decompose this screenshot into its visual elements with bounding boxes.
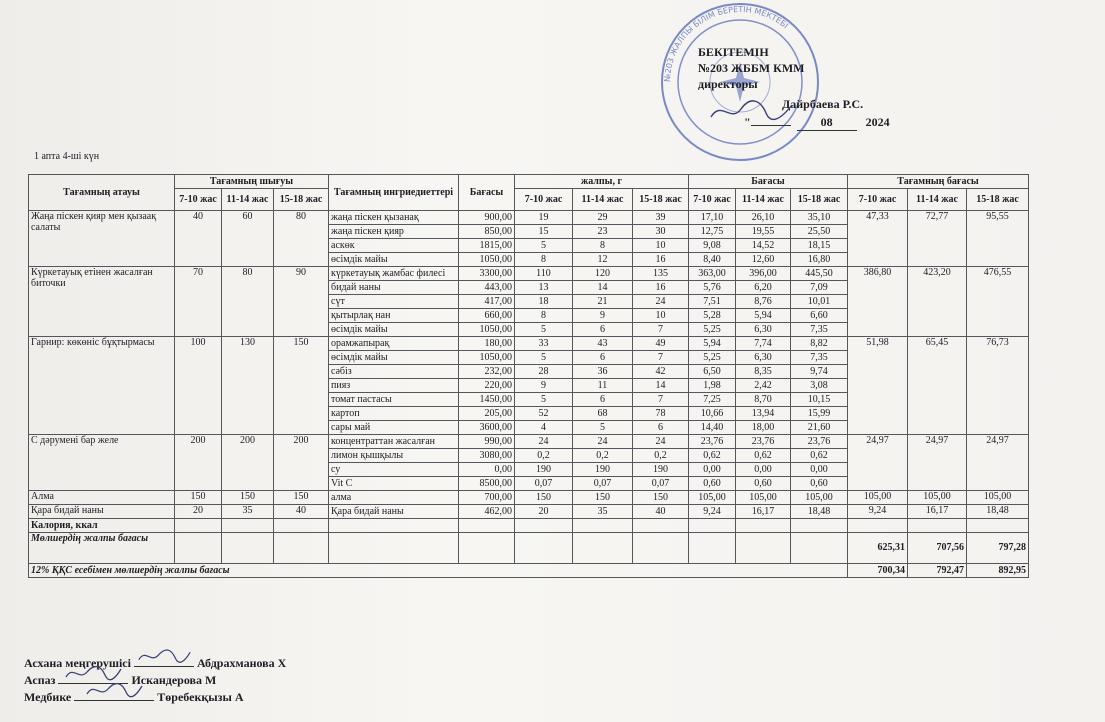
ingredient-grams: 135	[633, 267, 689, 281]
dish-total-price: 47,33	[848, 211, 908, 267]
ingredient-cost: 0,60	[689, 477, 736, 491]
ingredient-cost: 9,24	[689, 505, 736, 519]
ingredient-cost: 105,00	[791, 491, 848, 505]
ingredient-grams: 10	[633, 309, 689, 323]
ingredient-grams: 43	[573, 337, 633, 351]
date-quote: "	[744, 115, 751, 129]
ingredient-grams: 0,07	[573, 477, 633, 491]
table-row	[29, 211, 1029, 225]
ingredient-cost: 105,00	[689, 491, 736, 505]
ingredient-cost: 8,70	[736, 393, 791, 407]
ingredient-cost: 8,82	[791, 337, 848, 351]
ingredient-grams: 18	[515, 295, 573, 309]
dish-total-price: 65,45	[908, 337, 967, 435]
ingredient-grams: 0,07	[633, 477, 689, 491]
dish-total-price: 105,00	[848, 491, 908, 505]
ingredient-name: жаңа піскен қызанақ	[329, 211, 459, 225]
dish-output: 60	[222, 211, 274, 267]
ingredient-name: Қара бидай наны	[329, 505, 459, 519]
ingredient-name: өсімдік майы	[329, 253, 459, 267]
ingredient-cost: 16,80	[791, 253, 848, 267]
ingredient-grams: 68	[573, 407, 633, 421]
date-day-blank	[751, 125, 791, 126]
ingredient-cost: 7,25	[689, 393, 736, 407]
ingredient-cost: 7,35	[791, 323, 848, 337]
ingredient-cost: 18,15	[791, 239, 848, 253]
dish-total-price: 95,55	[967, 211, 1029, 267]
ingredient-cost: 0,62	[736, 449, 791, 463]
menu-table	[28, 174, 1029, 578]
dish-total-price: 9,24	[848, 505, 908, 519]
approval-title: БЕКІТЕМІН	[698, 45, 769, 59]
header-dish: Тағамның атауы	[29, 175, 175, 211]
ingredient-cost: 12,75	[689, 225, 736, 239]
total-row	[29, 533, 1029, 564]
ingredient-grams: 11	[573, 379, 633, 393]
approval-name: Дайрбаева Р.С.	[782, 97, 864, 111]
ingredient-grams: 42	[633, 365, 689, 379]
ingredient-grams: 16	[633, 253, 689, 267]
ingredient-cost: 15,99	[791, 407, 848, 421]
ingredient-name: қытырлақ нан	[329, 309, 459, 323]
dish-output: 150	[222, 491, 274, 505]
ingredient-cost: 23,76	[791, 435, 848, 449]
ingredient-price: 180,00	[459, 337, 515, 351]
ingredient-name: өсімдік майы	[329, 351, 459, 365]
header-gross: жалпы, г	[515, 175, 689, 189]
dish-output: 80	[222, 267, 274, 337]
ingredient-grams: 190	[633, 463, 689, 477]
table-row	[29, 505, 1029, 519]
dish-output: 40	[274, 505, 329, 519]
ingredient-cost: 6,30	[736, 323, 791, 337]
ingredient-grams: 4	[515, 421, 573, 435]
ingredient-name: лимон қышқылы	[329, 449, 459, 463]
ingredient-price: 3600,00	[459, 421, 515, 435]
dish-total-price: 24,97	[848, 435, 908, 491]
ingredient-price: 3080,00	[459, 449, 515, 463]
ingredient-grams: 150	[515, 491, 573, 505]
ingredient-cost: 8,40	[689, 253, 736, 267]
ingredient-cost: 0,00	[736, 463, 791, 477]
dish-output: 70	[175, 267, 222, 337]
ingredient-cost: 7,35	[791, 351, 848, 365]
dish-total-price: 24,97	[967, 435, 1029, 491]
staff-name: Искандерова М	[131, 673, 217, 687]
ingredient-cost: 17,10	[689, 211, 736, 225]
ingredient-name: концентраттан жасалған	[329, 435, 459, 449]
ingredient-cost: 363,00	[689, 267, 736, 281]
ingredient-cost: 9,08	[689, 239, 736, 253]
dish-total-price: 423,20	[908, 267, 967, 337]
dish-output: 40	[175, 211, 222, 267]
dish-output: 90	[274, 267, 329, 337]
ingredient-grams: 19	[515, 211, 573, 225]
approval-position: директоры	[698, 77, 758, 91]
ingredient-cost: 9,74	[791, 365, 848, 379]
ingredient-grams: 120	[573, 267, 633, 281]
header-ingredients: Тағамның ингриедиеттері	[329, 175, 459, 211]
vat-value: 792,47	[908, 564, 967, 578]
ingredient-cost: 0,62	[689, 449, 736, 463]
dish-output: 150	[274, 491, 329, 505]
staff-role: Медбике	[24, 690, 72, 704]
dish-name: Алма	[29, 491, 175, 505]
ingredient-grams: 9	[515, 379, 573, 393]
ingredient-grams: 7	[633, 323, 689, 337]
table-row	[29, 337, 1029, 351]
header-age-1: 7-10 жас	[175, 189, 222, 211]
ingredient-cost: 5,94	[689, 337, 736, 351]
ingredient-cost: 7,74	[736, 337, 791, 351]
ingredient-cost: 10,15	[791, 393, 848, 407]
dish-name: Күркетауық етінен жасалған биточки	[29, 267, 175, 337]
header-cost: Бағасы	[689, 175, 848, 189]
ingredient-grams: 28	[515, 365, 573, 379]
director-signature-icon	[706, 95, 796, 125]
calorie-label: Калория, ккал	[29, 519, 175, 533]
vat-label: 12% ҚҚС есебімен мөлшердің жалпы бағасы	[29, 564, 848, 578]
ingredient-cost: 12,60	[736, 253, 791, 267]
header-output: Тағамның шығуы	[175, 175, 329, 189]
ingredient-cost: 3,08	[791, 379, 848, 393]
header-dish-price: Тағамның бағасы	[848, 175, 1029, 189]
staff-row	[24, 671, 286, 688]
ingredient-name: Vit C	[329, 477, 459, 491]
total-value: 625,31	[848, 533, 908, 564]
ingredient-cost: 18,48	[791, 505, 848, 519]
ingredient-grams: 9	[573, 309, 633, 323]
ingredient-price: 443,00	[459, 281, 515, 295]
total-label: Мөлшердің жалпы бағасы	[29, 533, 175, 564]
ingredient-name: аскөк	[329, 239, 459, 253]
ingredient-grams: 23	[573, 225, 633, 239]
ingredient-price: 1050,00	[459, 351, 515, 365]
ingredient-grams: 5	[515, 323, 573, 337]
ingredient-name: алма	[329, 491, 459, 505]
ingredient-cost: 6,30	[736, 351, 791, 365]
ingredient-grams: 24	[633, 295, 689, 309]
total-value: 797,28	[967, 533, 1029, 564]
ingredient-cost: 396,00	[736, 267, 791, 281]
dish-name: Жаңа піскен қияр мен қызаақ салаты	[29, 211, 175, 267]
ingredient-grams: 29	[573, 211, 633, 225]
date-month: 08	[797, 114, 857, 131]
ingredient-grams: 16	[633, 281, 689, 295]
ingredient-price: 8500,00	[459, 477, 515, 491]
staff-signatures	[24, 654, 286, 705]
approval-block	[698, 44, 890, 129]
dish-total-price: 386,80	[848, 267, 908, 337]
header-age-3: 15-18 жас	[791, 189, 848, 211]
ingredient-cost: 2,42	[736, 379, 791, 393]
staff-name: Абдрахманова Х	[196, 656, 287, 670]
svg-text:№203 ЖАЛПЫ БІЛІМ БЕРЕТІН МЕКТЕ: №203 ЖАЛПЫ БІЛІМ БЕРЕТІН МЕКТЕБІ	[662, 4, 791, 83]
ingredient-grams: 35	[573, 505, 633, 519]
week-day-label: 1 апта 4-ші күн	[34, 151, 100, 162]
ingredient-name: сәбіз	[329, 365, 459, 379]
dish-name: С дәруменi бар желе	[29, 435, 175, 491]
header-age-1: 7-10 жас	[848, 189, 908, 211]
header-age-2: 11-14 жас	[573, 189, 633, 211]
staff-row	[24, 688, 286, 705]
ingredient-cost: 18,00	[736, 421, 791, 435]
ingredient-cost: 7,09	[791, 281, 848, 295]
vat-value: 892,95	[967, 564, 1029, 578]
dish-output: 150	[274, 337, 329, 435]
signature-icon	[76, 680, 152, 700]
vat-value: 700,34	[848, 564, 908, 578]
ingredient-price: 232,00	[459, 365, 515, 379]
ingredient-cost: 8,35	[736, 365, 791, 379]
staff-role: Асхана меңгерушісі	[24, 656, 131, 670]
ingredient-cost: 8,76	[736, 295, 791, 309]
ingredient-cost: 14,52	[736, 239, 791, 253]
table-row	[29, 491, 1029, 505]
dish-output: 100	[175, 337, 222, 435]
ingredient-price: 660,00	[459, 309, 515, 323]
ingredient-grams: 5	[515, 393, 573, 407]
dish-total-price: 105,00	[908, 491, 967, 505]
ingredient-grams: 8	[515, 309, 573, 323]
dish-total-price: 72,77	[908, 211, 967, 267]
ingredient-grams: 33	[515, 337, 573, 351]
ingredient-grams: 15	[515, 225, 573, 239]
ingredient-cost: 445,50	[791, 267, 848, 281]
header-price: Бағасы	[459, 175, 515, 211]
ingredient-grams: 52	[515, 407, 573, 421]
ingredient-grams: 6	[573, 351, 633, 365]
ingredient-grams: 12	[573, 253, 633, 267]
total-value: 707,56	[908, 533, 967, 564]
ingredient-cost: 0,62	[791, 449, 848, 463]
ingredient-grams: 6	[573, 393, 633, 407]
ingredient-cost: 16,17	[736, 505, 791, 519]
ingredient-price: 1450,00	[459, 393, 515, 407]
dish-total-price: 24,97	[908, 435, 967, 491]
header-age-2: 11-14 жас	[908, 189, 967, 211]
ingredient-name: пияз	[329, 379, 459, 393]
ingredient-cost: 5,25	[689, 351, 736, 365]
ingredient-cost: 5,76	[689, 281, 736, 295]
dish-output: 200	[222, 435, 274, 491]
ingredient-cost: 1,98	[689, 379, 736, 393]
ingredient-grams: 10	[633, 239, 689, 253]
ingredient-name: томат пастасы	[329, 393, 459, 407]
signature-icon	[136, 646, 192, 666]
ingredient-grams: 190	[515, 463, 573, 477]
ingredient-grams: 14	[573, 281, 633, 295]
ingredient-cost: 13,94	[736, 407, 791, 421]
ingredient-cost: 0,00	[689, 463, 736, 477]
header-age-3: 15-18 жас	[274, 189, 329, 211]
ingredient-name: өсімдік майы	[329, 323, 459, 337]
ingredient-name: жаңа піскен қияр	[329, 225, 459, 239]
dish-total-price: 105,00	[967, 491, 1029, 505]
ingredient-price: 700,00	[459, 491, 515, 505]
ingredient-price: 1815,00	[459, 239, 515, 253]
ingredient-cost: 0,60	[791, 477, 848, 491]
ingredient-cost: 7,51	[689, 295, 736, 309]
dish-output: 130	[222, 337, 274, 435]
header-age-1: 7-10 жас	[515, 189, 573, 211]
ingredient-cost: 26,10	[736, 211, 791, 225]
ingredient-grams: 190	[573, 463, 633, 477]
calorie-row	[29, 519, 1029, 533]
ingredient-grams: 0,07	[515, 477, 573, 491]
ingredient-grams: 7	[633, 351, 689, 365]
ingredient-price: 3300,00	[459, 267, 515, 281]
ingredient-cost: 10,01	[791, 295, 848, 309]
ingredient-grams: 39	[633, 211, 689, 225]
ingredient-price: 900,00	[459, 211, 515, 225]
ingredient-cost: 14,40	[689, 421, 736, 435]
ingredient-grams: 13	[515, 281, 573, 295]
ingredient-grams: 110	[515, 267, 573, 281]
ingredient-grams: 24	[633, 435, 689, 449]
dish-total-price: 16,17	[908, 505, 967, 519]
ingredient-cost: 6,20	[736, 281, 791, 295]
ingredient-cost: 25,50	[791, 225, 848, 239]
dish-output: 80	[274, 211, 329, 267]
ingredient-grams: 24	[573, 435, 633, 449]
ingredient-cost: 23,76	[736, 435, 791, 449]
ingredient-cost: 21,60	[791, 421, 848, 435]
ingredient-cost: 105,00	[736, 491, 791, 505]
ingredient-cost: 0,00	[791, 463, 848, 477]
ingredient-grams: 5	[515, 351, 573, 365]
dish-output: 150	[175, 491, 222, 505]
ingredient-cost: 6,60	[791, 309, 848, 323]
dish-total-price: 51,98	[848, 337, 908, 435]
dish-total-price: 476,55	[967, 267, 1029, 337]
ingredient-name: картоп	[329, 407, 459, 421]
ingredient-price: 990,00	[459, 435, 515, 449]
ingredient-price: 220,00	[459, 379, 515, 393]
ingredient-cost: 23,76	[689, 435, 736, 449]
ingredient-grams: 49	[633, 337, 689, 351]
ingredient-cost: 10,66	[689, 407, 736, 421]
ingredient-grams: 24	[515, 435, 573, 449]
dish-output: 20	[175, 505, 222, 519]
dish-name: Қара бидай наны	[29, 505, 175, 519]
ingredient-grams: 150	[573, 491, 633, 505]
dish-output: 35	[222, 505, 274, 519]
ingredient-name: сүт	[329, 295, 459, 309]
ingredient-grams: 30	[633, 225, 689, 239]
header-age-2: 11-14 жас	[736, 189, 791, 211]
ingredient-grams: 20	[515, 505, 573, 519]
ingredient-grams: 5	[573, 421, 633, 435]
ingredient-cost: 5,94	[736, 309, 791, 323]
date-year: 2024	[865, 115, 890, 129]
table-row	[29, 435, 1029, 449]
staff-role: Аспаз	[24, 673, 56, 687]
ingredient-grams: 6	[633, 421, 689, 435]
header-age-1: 7-10 жас	[689, 189, 736, 211]
ingredient-cost: 6,50	[689, 365, 736, 379]
ingredient-cost: 5,28	[689, 309, 736, 323]
ingredient-cost: 0,60	[736, 477, 791, 491]
ingredient-name: су	[329, 463, 459, 477]
ingredient-grams: 0,2	[515, 449, 573, 463]
ingredient-name: күркетауық жамбас филесі	[329, 267, 459, 281]
ingredient-grams: 78	[633, 407, 689, 421]
ingredient-grams: 6	[573, 323, 633, 337]
dish-name: Гарнир: көкөніс бұқтырмасы	[29, 337, 175, 435]
ingredient-grams: 8	[515, 253, 573, 267]
ingredient-price: 0,00	[459, 463, 515, 477]
staff-name: Төребекқызы А	[157, 690, 244, 704]
ingredient-grams: 36	[573, 365, 633, 379]
ingredient-price: 462,00	[459, 505, 515, 519]
ingredient-grams: 0,2	[633, 449, 689, 463]
ingredient-grams: 7	[633, 393, 689, 407]
ingredient-price: 1050,00	[459, 253, 515, 267]
ingredient-grams: 8	[573, 239, 633, 253]
ingredient-grams: 14	[633, 379, 689, 393]
ingredient-cost: 19,55	[736, 225, 791, 239]
signature-line	[134, 654, 194, 667]
ingredient-grams: 21	[573, 295, 633, 309]
ingredient-grams: 150	[633, 491, 689, 505]
ingredient-price: 417,00	[459, 295, 515, 309]
ingredient-name: бидай наны	[329, 281, 459, 295]
ingredient-name: орамжапырақ	[329, 337, 459, 351]
approval-school: №203 ЖББМ КММ	[698, 61, 805, 75]
dish-output: 200	[274, 435, 329, 491]
ingredient-grams: 40	[633, 505, 689, 519]
dish-total-price: 18,48	[967, 505, 1029, 519]
header-age-3: 15-18 жас	[633, 189, 689, 211]
header-age-2: 11-14 жас	[222, 189, 274, 211]
dish-total-price: 76,73	[967, 337, 1029, 435]
ingredient-cost: 35,10	[791, 211, 848, 225]
ingredient-price: 850,00	[459, 225, 515, 239]
vat-row	[29, 564, 1029, 578]
header-age-3: 15-18 жас	[967, 189, 1029, 211]
ingredient-grams: 5	[515, 239, 573, 253]
ingredient-price: 205,00	[459, 407, 515, 421]
ingredient-price: 1050,00	[459, 323, 515, 337]
table-row	[29, 267, 1029, 281]
ingredient-name: сары май	[329, 421, 459, 435]
dish-output: 200	[175, 435, 222, 491]
signature-line	[74, 688, 154, 701]
ingredient-grams: 0,2	[573, 449, 633, 463]
ingredient-cost: 5,25	[689, 323, 736, 337]
